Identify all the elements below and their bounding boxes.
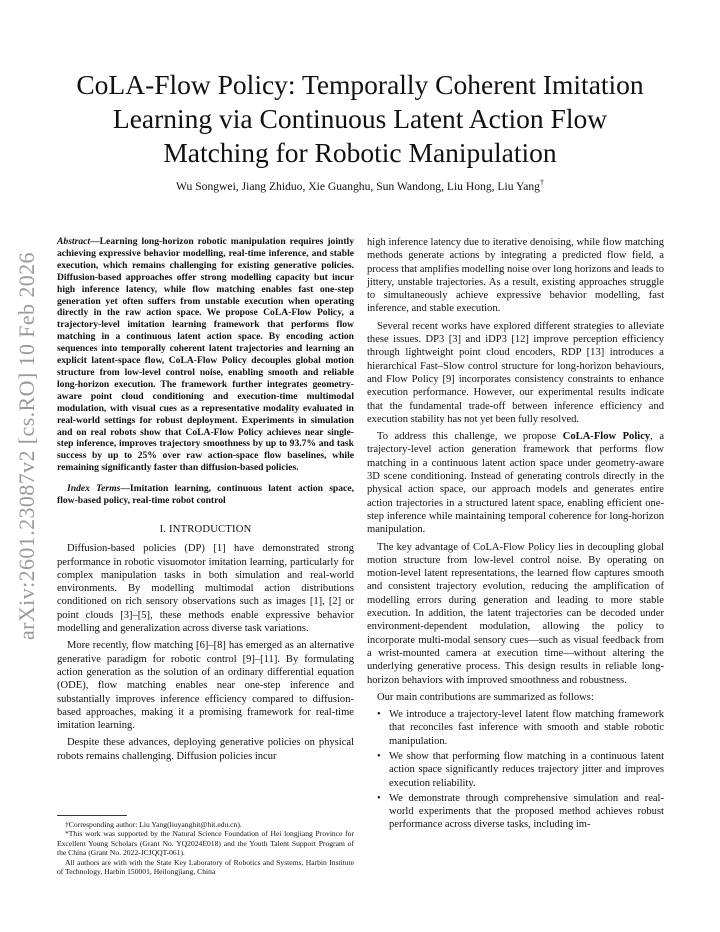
contribution-item: • We demonstrate through comprehensive simulation and real-world experiments that the proposed method achieves robust performance across diverse tasks, including im- (389, 792, 664, 832)
footnote-corresponding: †Corresponding author: Liu Yang(liuyanghit@hit.edu.cn). (65, 820, 242, 829)
right-paragraph-4: The key advantage of CoLA-Flow Policy lies in decoupling global motion structure from low-level control noise. By operating on motion-level latent representations, the learned flow captures smooth and consistent trajectory evolution, reducing the amplification of modelling errors during generation and leading to more stable execution. In addition, the latent trajectories can be decoded under environment-dependent modulation, allowing the policy to incorporate multi-modal sensory cues—such as visual feedback from a wrist-mounted camera at execution time—without altering the underlying generative process. This design results in reliable long-horizon behaviors with improved smoothness and robustness. (367, 541, 664, 686)
index-terms-text: —Imitation learning, continuous latent action space, flow-based policy, real-time robot control (57, 483, 354, 507)
right-paragraph-3-pre: To address this challenge, we propose (377, 431, 563, 443)
contributions-list (367, 708, 664, 832)
right-paragraph-2: Several recent works have explored different strategies to alleviate these issues. DP3 [3] and iDP3 [12] improve perception efficiency through lightweight point cloud encoders, RDP [13] introduces a hierarchical Fast–Slow control structure for long-horizon behaviours, and Flow Policy [9] incorporates consistency constraints to enhance execution performance. However, our experimental results indicate that the fundamental trade-off between inference efficiency and execution stability has not yet been fully resolved. (367, 320, 664, 425)
right-column (367, 236, 664, 834)
footnote-rule (57, 815, 127, 816)
right-paragraph-3 (367, 430, 664, 536)
section-heading-introduction: I. INTRODUCTION (159, 523, 252, 535)
contributions-intro: Our main contributions are summarized as follows: (377, 691, 594, 703)
contribution-item: • We introduce a trajectory-level latent flow matching framework that reconciles fast inference with smooth and stable robotic manipulation. (389, 708, 664, 748)
intro-paragraph-1: Diffusion-based policies (DP) [1] have demonstrated strong performance in robotic visuomotor imitation learning, particularly for complex manipulation tasks in both simulation and real-world environments. By modelling multimodal action distributions conditioned on rich sensory observations such as images [1], [2] or point clouds [3]–[5], these methods enable expressive behavior modelling and generalization across diverse task variations. (57, 543, 354, 635)
right-paragraph-1: high inference latency due to iterative denoising, while flow matching methods generate actions by integrating a predicted flow field, a process that amplifies modelling noise over long horizons and leads to jittery, unstable trajectories. As a result, existing approaches struggle to simultaneously achieve expressive behavior modelling, fast inference, and stable execution. (367, 237, 665, 315)
method-name-bold: CoLA-Flow Policy (562, 431, 651, 443)
paper-title: CoLA-Flow Policy: Temporally Coherent Imitation Learning via Continuous Latent Action Flow Matching for Robotic Manipulation (76, 69, 644, 168)
intro-paragraph-2: More recently, flow matching [6]–[8] has emerged as an alternative generative paradigm for robotic control [9]–[11]. By formulating action generation as the solution of an ordinary differential equation (ODE), flow matching enables near one-step inference and substantially improves inference efficiency compared to diffusion-based approaches, making it a promising framework for real-time imitation learning. (57, 640, 354, 732)
footnote-funding: *This work was supported by the Natural Science Foundation of Hei longjiang Province for Excellent Young Scholars (Grant No. YQ2024E018) and the Youth Talent Support Program of the China (Grant No. 2022-JCJQQT-061). (57, 829, 354, 858)
left-column (57, 236, 354, 767)
right-paragraph-3-post: , a trajectory-level action generation framework that performs flow matching in a continuous latent action space under geometry-aware 3D scene conditioning. Instead of generating controls directly in the physical action space, our approach models and generates entire action trajectories in a structured latent space, enabling efficient one-step inference while maintaining temporal coherence for long-horizon manipulation. (367, 431, 665, 536)
footnotes (57, 815, 354, 876)
arxiv-identifier-stamp: arXiv:2601.23087v2 [cs.RO] 10 Feb 2026 (14, 252, 39, 640)
corresponding-author-mark: † (539, 178, 544, 187)
index-terms (57, 483, 354, 507)
abstract-text: —Learning long-horizon robotic manipulation requires jointly achieving expressive behavior modelling, real-time inference, and stable execution, which remains challenging for existing generative policies. Diffusion-based approaches offer strong modelling capacity but incur high inference latency, while flow matching enables fast one-step generation yet often suffers from unstable execution when operating directly in the raw action space. We propose CoLA-Flow Policy, a trajectory-level imitation learning framework that performs flow matching in a continuous latent action space. By encoding action sequences into temporally coherent latent trajectories and learning an explicit latent-space flow, CoLA-Flow Policy decouples global motion structure from low-level control noise, enabling smooth and reliable long-horizon execution. The framework further integrates geometry-aware point cloud conditioning and execution-time multimodal modulation, with visual cues as a representative modality evaluated in real-world settings for robust deployment. Experiments in simulation and on real robots show that CoLA-Flow Policy achieves near single-step inference, improves trajectory smoothness by up to 93.7% and task success by up to 25% over raw action-space flow baselines, while remaining significantly faster than diffusion-based policies. (57, 236, 354, 474)
abstract (57, 236, 354, 474)
intro-paragraph-3: Despite these advances, deploying generative policies on physical robots remains challenging. Diffusion policies incur (57, 737, 354, 762)
abstract-lead: Abstract (57, 236, 91, 247)
author-list (60, 178, 660, 193)
contribution-item: • We show that performing flow matching in a continuous latent action space significantly reduces trajectory jitter and improves execution reliability. (389, 750, 664, 790)
footnote-affiliation: All authors are with with the State Key Laboratory of Robotics and Systems, Harbin Institute of Technology, Harbin 150001, Heilongjiang, China (57, 857, 354, 877)
index-terms-lead: Index Terms (67, 483, 121, 495)
author-names: Wu Songwei, Jiang Zhiduo, Xie Guanghu, Sun Wandong, Liu Hong, Liu Yang (176, 179, 540, 193)
